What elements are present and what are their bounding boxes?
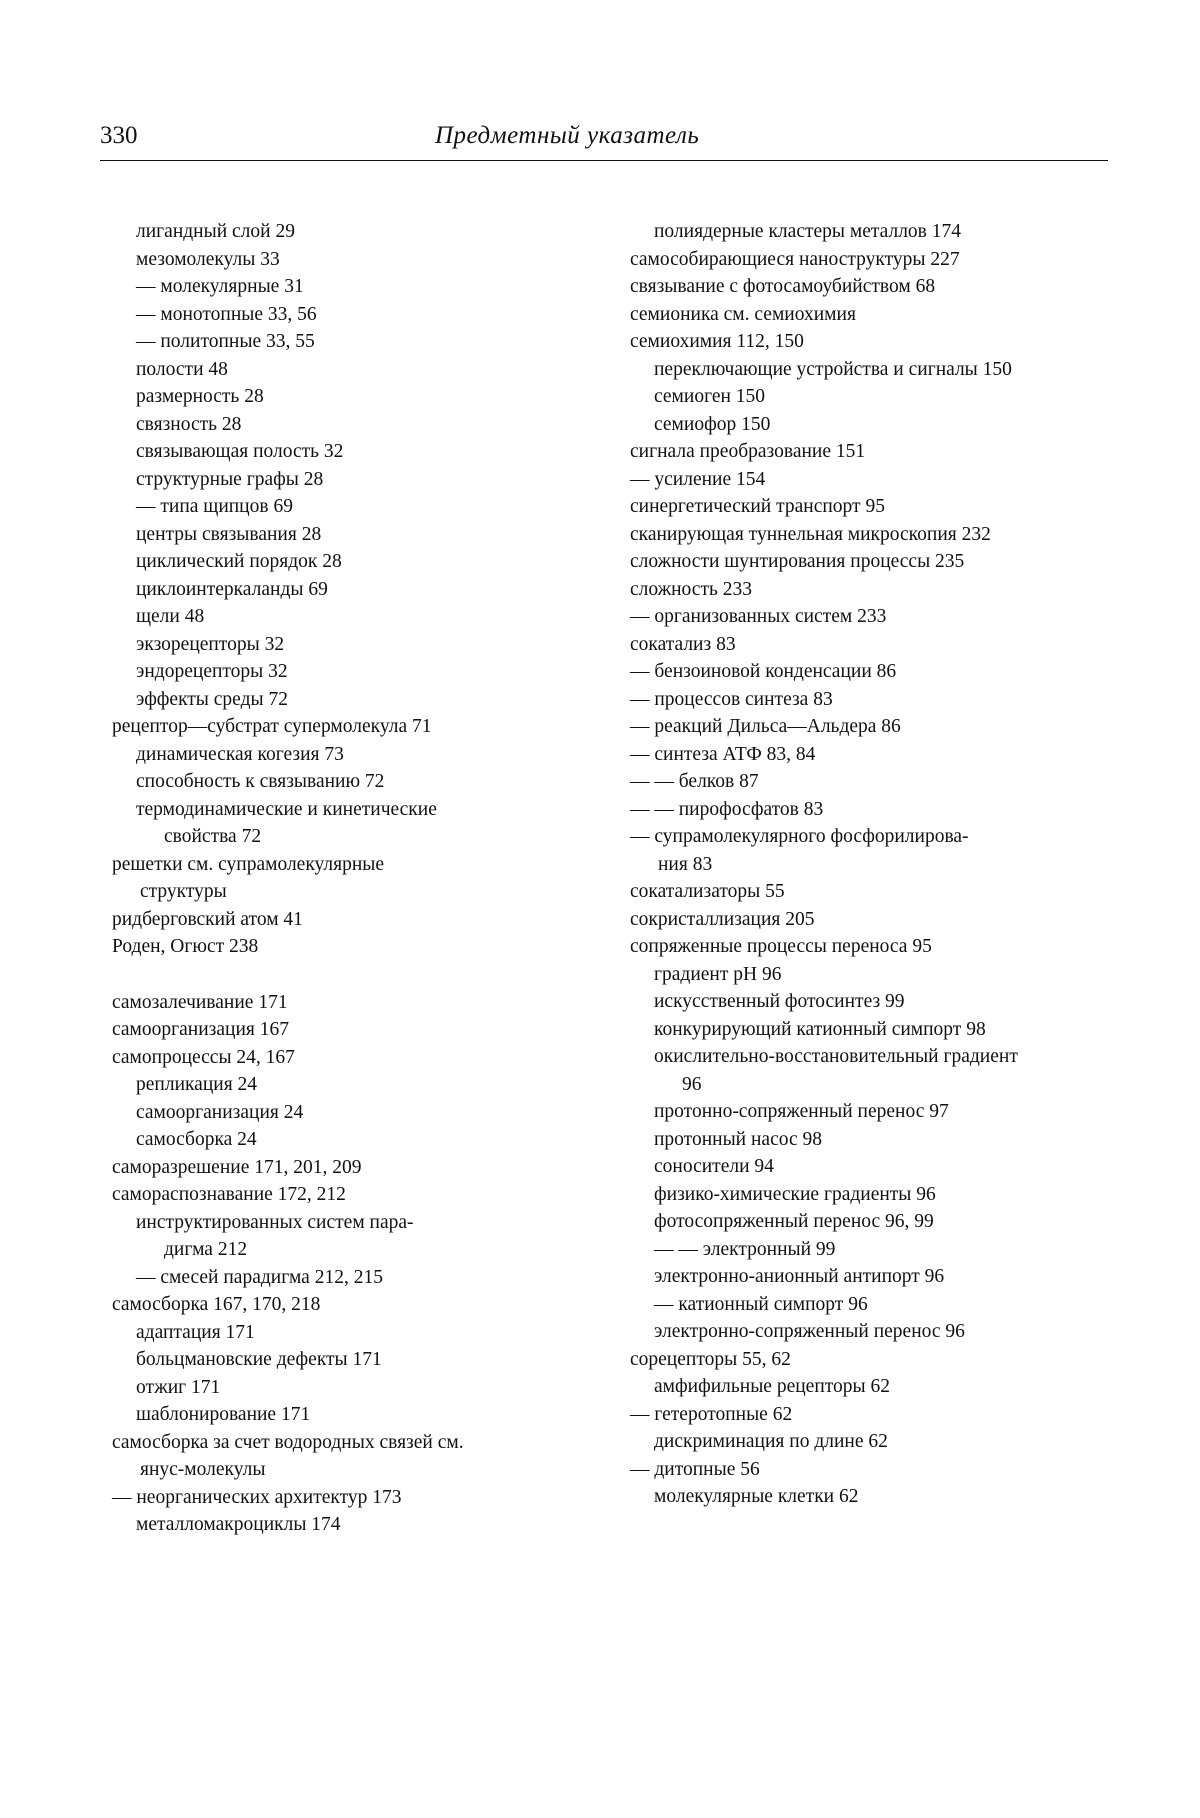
entry-text: семиофор 150 <box>654 413 771 435</box>
index-entry <box>630 603 1120 631</box>
entry-text: — монотопные 33, 56 <box>136 303 317 325</box>
entry-text: репликация 24 <box>136 1074 258 1095</box>
entry-text: размерность 28 <box>136 386 264 407</box>
index-subentry <box>630 1126 1120 1154</box>
index-entry <box>630 933 1120 961</box>
entry-text: сокристаллизация 205 <box>630 908 815 930</box>
index-entry <box>630 658 1120 686</box>
entry-text: конкурирующий катионный симпорт 98 <box>654 1018 986 1040</box>
index-subentry <box>112 1071 582 1099</box>
entry-text: самосборка 167, 170, 218 <box>112 1294 321 1315</box>
index-subentry <box>630 1098 1120 1126</box>
entry-text: — смесей парадигма 212, 215 <box>136 1266 383 1288</box>
entry-text: — — белков 87 <box>630 771 759 792</box>
index-subentry <box>630 1428 1120 1456</box>
entry-text: дискриминация по длине 62 <box>654 1431 888 1452</box>
entry-text: больцмановские дефекты 171 <box>136 1349 382 1370</box>
entry-text: — молекулярные 31 <box>136 276 304 297</box>
entry-text: шаблонирование 171 <box>136 1404 311 1425</box>
entry-text: физико-химические градиенты 96 <box>654 1183 936 1205</box>
entry-text: — катионный симпорт 96 <box>654 1293 868 1315</box>
index-entry <box>630 686 1120 714</box>
entry-continuation: 96 <box>682 1073 702 1095</box>
index-subentry <box>112 1401 582 1429</box>
entry-text: центры связывания 28 <box>136 523 322 545</box>
entry-text: ридберговский атом 41 <box>112 908 303 930</box>
entry-text: — усиление 154 <box>630 468 766 490</box>
index-entry <box>630 576 1120 604</box>
index-entry <box>630 548 1120 576</box>
entry-text: соносители 94 <box>654 1156 774 1177</box>
entry-text: — дитопные 56 <box>630 1458 760 1480</box>
index-subentry <box>112 438 582 466</box>
index-subentry <box>112 301 582 329</box>
entry-text: семиоген 150 <box>654 386 766 407</box>
entry-text: самосборка за счет водородных связей см. <box>112 1431 464 1453</box>
index-entry <box>630 493 1120 521</box>
entry-text: — гетеротопные 62 <box>630 1403 793 1425</box>
index-subentry <box>112 1511 582 1539</box>
index-entry <box>112 1181 582 1209</box>
index-entry <box>630 521 1120 549</box>
index-subentry <box>112 1319 582 1347</box>
index-subentry <box>112 1099 582 1127</box>
entry-text: адаптация 171 <box>136 1321 255 1343</box>
index-entry <box>112 1291 582 1319</box>
entry-text: циклоинтеркаланды 69 <box>136 578 328 600</box>
entry-text: семиохимия 112, 150 <box>630 331 804 352</box>
entry-text: — бензоиновой конденсации 86 <box>630 661 897 682</box>
entry-text: — реакций Дильса—Альдера 86 <box>630 716 901 737</box>
entry-text: сокатализаторы 55 <box>630 881 785 902</box>
index-subentry <box>112 246 582 274</box>
index-entry <box>112 1429 582 1484</box>
index-entry <box>630 466 1120 494</box>
entry-text: самоорганизация 167 <box>112 1019 289 1040</box>
index-column-right <box>630 218 1120 1511</box>
index-entry <box>112 906 582 934</box>
entry-text: рецептор—субстрат супермолекула 71 <box>112 716 432 737</box>
entry-text: мезомолекулы 33 <box>136 248 280 270</box>
entry-continuation: свойства 72 <box>164 826 262 847</box>
index-subentry <box>630 1373 1120 1401</box>
index-entry <box>630 328 1120 356</box>
index-subentry <box>112 356 582 384</box>
entry-text: — — пирофосфатов 83 <box>630 798 824 820</box>
entry-text: сложность 233 <box>630 578 752 600</box>
entry-continuation: дигма 212 <box>164 1239 248 1260</box>
entry-text: молекулярные клетки 62 <box>654 1486 859 1507</box>
running-header <box>100 118 1108 161</box>
entry-text: полиядерные кластеры металлов 174 <box>654 221 962 242</box>
index-entry <box>630 823 1120 878</box>
index-subentry <box>112 796 582 851</box>
index-subentry <box>112 631 582 659</box>
index-entry <box>630 796 1120 824</box>
index-subentry <box>630 1263 1120 1291</box>
entry-text: окислительно-восстановительный градиент <box>654 1046 1018 1067</box>
entry-text: самозалечивание 171 <box>112 991 288 1013</box>
entry-text: саморазрешение 171, 201, 209 <box>112 1156 362 1178</box>
index-entry <box>630 906 1120 934</box>
entry-text: переключающие устройства и сигналы 150 <box>654 358 1012 380</box>
index-subentry <box>112 1374 582 1402</box>
index-subentry <box>112 328 582 356</box>
running-title: Предметный указатель <box>435 122 700 149</box>
entry-text: динамическая когезия 73 <box>136 743 344 765</box>
entry-text: связывающая полость 32 <box>136 441 344 462</box>
index-subentry <box>112 603 582 631</box>
index-subentry <box>630 1181 1120 1209</box>
index-subentry <box>112 493 582 521</box>
index-subentry <box>630 1291 1120 1319</box>
entry-text: — синтеза АТФ 83, 84 <box>630 743 816 765</box>
entry-text: щели 48 <box>136 606 205 627</box>
entry-text: Роден, Огюст 238 <box>112 936 259 957</box>
entry-text: сопряженные процессы переноса 95 <box>630 936 932 957</box>
index-subentry <box>112 658 582 686</box>
entry-text: — неорганических архитектур 173 <box>112 1486 402 1508</box>
index-entry <box>112 851 582 906</box>
index-subentry <box>630 1483 1120 1511</box>
index-entry <box>630 713 1120 741</box>
index-entry <box>630 246 1120 274</box>
index-subentry <box>630 1016 1120 1044</box>
entry-text: протонный насос 98 <box>654 1128 822 1150</box>
index-entry <box>112 933 582 961</box>
index-entry <box>630 1401 1120 1429</box>
entry-text: решетки см. супрамолекулярные <box>112 853 385 875</box>
index-column-left <box>112 218 582 1539</box>
index-subentry <box>630 411 1120 439</box>
entry-text: самораспознавание 172, 212 <box>112 1184 346 1205</box>
index-subentry <box>112 741 582 769</box>
entry-text: — — электронный 99 <box>654 1238 836 1260</box>
section-gap <box>112 961 582 989</box>
entry-text: фотосопряженный перенос 96, 99 <box>654 1211 934 1232</box>
index-subentry <box>630 1043 1120 1098</box>
index-entry <box>630 768 1120 796</box>
entry-text: градиент pH 96 <box>654 963 782 985</box>
entry-text: сканирующая туннельная микроскопия 232 <box>630 523 991 545</box>
index-entry <box>112 1484 582 1512</box>
entry-text: — типа щипцов 69 <box>136 496 293 517</box>
entry-text: сокатализ 83 <box>630 633 736 655</box>
index-subentry <box>112 1346 582 1374</box>
index-subentry <box>112 466 582 494</box>
entry-text: протонно-сопряженный перенос 97 <box>654 1101 949 1122</box>
index-subentry <box>112 1209 582 1264</box>
entry-text: сорецепторы 55, 62 <box>630 1348 791 1370</box>
index-entry <box>112 989 582 1017</box>
index-entry <box>630 438 1120 466</box>
entry-text: самосборка 24 <box>136 1129 257 1150</box>
index-entry <box>630 1456 1120 1484</box>
index-subentry <box>630 218 1120 246</box>
entry-continuation: янус-молекулы <box>140 1459 266 1480</box>
index-subentry <box>112 576 582 604</box>
entry-text: инструктированных систем пара- <box>136 1211 414 1233</box>
page-number: 330 <box>100 122 138 149</box>
entry-text: — организованных систем 233 <box>630 606 887 627</box>
index-entry <box>630 1346 1120 1374</box>
index-entry <box>112 1044 582 1072</box>
index-entry <box>112 713 582 741</box>
entry-text: семионика см. семиохимия <box>630 303 856 325</box>
index-subentry <box>112 1126 582 1154</box>
entry-continuation: ния 83 <box>658 853 713 875</box>
index-subentry <box>630 1236 1120 1264</box>
entry-text: связывание с фотосамоубийством 68 <box>630 276 936 297</box>
index-subentry <box>630 1318 1120 1346</box>
entry-text: самособирающиеся наноструктуры 227 <box>630 248 960 270</box>
entry-text: способность к связыванию 72 <box>136 771 385 792</box>
entry-text: полости 48 <box>136 358 228 380</box>
entry-text: металломакроциклы 174 <box>136 1514 341 1535</box>
index-entry <box>112 1154 582 1182</box>
entry-text: циклический порядок 28 <box>136 551 342 572</box>
index-subentry <box>630 356 1120 384</box>
index-subentry <box>112 548 582 576</box>
entry-text: электронно-сопряженный перенос 96 <box>654 1321 965 1342</box>
index-entry <box>630 741 1120 769</box>
entry-text: амфифильные рецепторы 62 <box>654 1376 890 1397</box>
index-subentry <box>112 686 582 714</box>
entry-text: — политопные 33, 55 <box>136 331 315 352</box>
entry-text: эндорецепторы 32 <box>136 661 288 682</box>
entry-text: связность 28 <box>136 413 242 435</box>
index-entry <box>630 273 1120 301</box>
index-subentry <box>112 1264 582 1292</box>
entry-text: самоорганизация 24 <box>136 1101 304 1123</box>
index-subentry <box>112 768 582 796</box>
index-subentry <box>630 383 1120 411</box>
entry-text: экзорецепторы 32 <box>136 633 285 655</box>
index-subentry <box>630 1208 1120 1236</box>
index-subentry <box>112 521 582 549</box>
entry-text: эффекты среды 72 <box>136 688 288 710</box>
entry-text: термодинамические и кинетические <box>136 798 437 820</box>
index-subentry <box>630 988 1120 1016</box>
entry-text: отжиг 171 <box>136 1376 221 1398</box>
entry-text: искусственный фотосинтез 99 <box>654 991 905 1012</box>
index-subentry <box>112 273 582 301</box>
entry-text: самопроцессы 24, 167 <box>112 1046 295 1068</box>
entry-text: сложности шунтирования процессы 235 <box>630 551 965 572</box>
index-subentry <box>630 961 1120 989</box>
entry-text: синергетический транспорт 95 <box>630 496 885 517</box>
index-subentry <box>112 218 582 246</box>
entry-continuation: структуры <box>140 881 227 902</box>
index-entry <box>630 631 1120 659</box>
entry-text: структурные графы 28 <box>136 468 324 490</box>
index-entry <box>630 878 1120 906</box>
entry-text: лигандный слой 29 <box>136 221 295 242</box>
entry-text: — процессов синтеза 83 <box>630 688 833 710</box>
index-subentry <box>630 1153 1120 1181</box>
entry-text: электронно-анионный антипорт 96 <box>654 1266 945 1287</box>
index-subentry <box>112 411 582 439</box>
index-entry <box>630 301 1120 329</box>
index-entry <box>112 1016 582 1044</box>
index-subentry <box>112 383 582 411</box>
entry-text: — супрамолекулярного фосфорилирова- <box>630 826 969 847</box>
entry-text: сигнала преобразование 151 <box>630 441 866 462</box>
